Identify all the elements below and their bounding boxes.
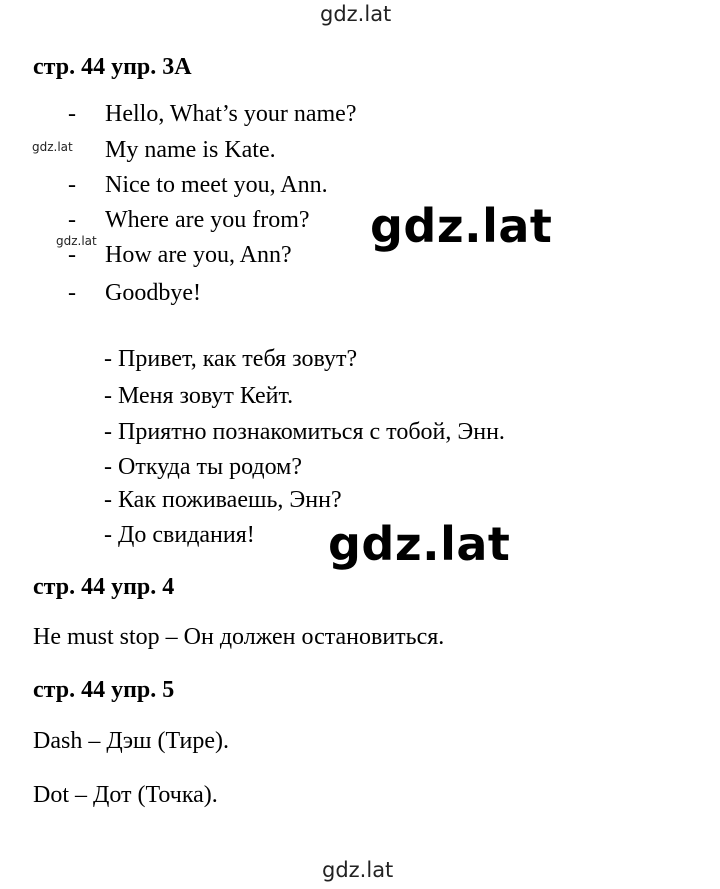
dialogue-dash: - — [68, 242, 76, 268]
dialogue-dash: - — [68, 101, 76, 127]
answer-line: He must stop – Он должен остановиться. — [33, 624, 445, 650]
watermark-small: gdz.lat — [32, 140, 73, 154]
dialogue-line: Where are you from? — [105, 207, 310, 233]
dialogue-dash: - — [68, 207, 76, 233]
dialogue-line: Hello, What’s your name? — [105, 101, 357, 127]
dialogue-dash: - — [68, 172, 76, 198]
translation-line: - Привет, как тебя зовут? — [104, 346, 358, 372]
watermark-small: gdz.lat — [56, 234, 97, 248]
exercise-5-heading: стр. 44 упр. 5 — [33, 677, 175, 703]
watermark-large: gdz.lat — [370, 199, 553, 253]
translation-line: - Меня зовут Кейт. — [104, 383, 294, 409]
dialogue-line: How are you, Ann? — [105, 242, 292, 268]
dialogue-dash: - — [68, 280, 76, 306]
exercise-4-heading: стр. 44 упр. 4 — [33, 574, 175, 600]
translation-line: - Как поживаешь, Энн? — [104, 487, 342, 513]
watermark-bottom: gdz.lat — [322, 858, 394, 882]
translation-line: - До свидания! — [104, 522, 255, 548]
dialogue-line: Nice to meet you, Ann. — [105, 172, 328, 198]
translation-line: - Приятно познакомиться с тобой, Энн. — [104, 419, 505, 445]
translation-line: - Откуда ты родом? — [104, 454, 302, 480]
watermark-top: gdz.lat — [320, 2, 392, 26]
answer-line: Dash – Дэш (Тире). — [33, 728, 230, 754]
watermark-large: gdz.lat — [328, 517, 511, 571]
dialogue-line: My name is Kate. — [105, 137, 276, 163]
dialogue-line: Goodbye! — [105, 280, 201, 306]
answer-line: Dot – Дот (Точка). — [33, 782, 218, 808]
exercise-3a-heading: стр. 44 упр. 3А — [33, 54, 192, 80]
